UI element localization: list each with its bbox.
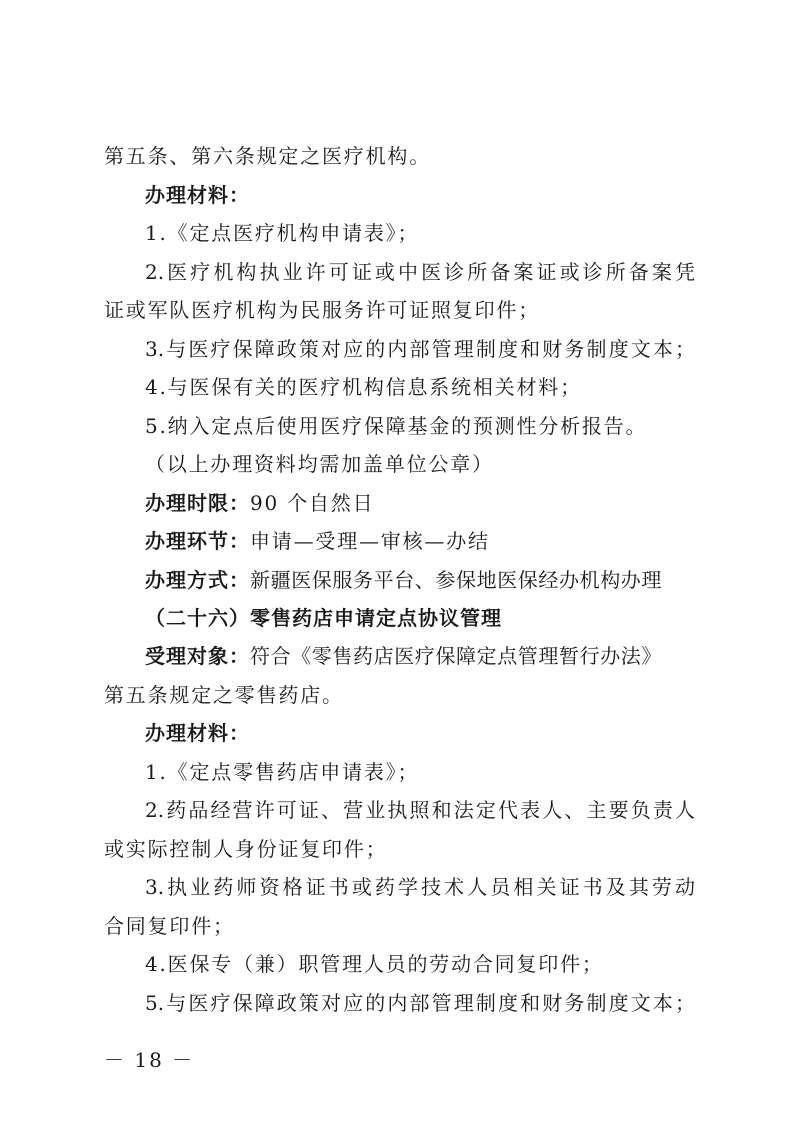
field-label: 受理对象： (145, 644, 250, 668)
section-label-materials: 办理材料： (145, 183, 250, 207)
list-item: 2.药品经营许可证、营业执照和法定代表人、主要负责人 (145, 798, 695, 822)
field-row-time-limit (145, 490, 695, 516)
field-label: 办理方式： (145, 568, 250, 592)
text-line: 合同复印件； (104, 914, 235, 938)
note-line: （以上办理资料均需加盖单位公章） (145, 452, 494, 476)
text-line: 第五条规定之零售药店。 (104, 683, 344, 707)
section-heading: （二十六）零售药店申请定点协议管理 (145, 606, 502, 630)
list-item: 4.与医保有关的医疗机构信息系统相关材料； (145, 375, 582, 399)
field-value: 申请—受理—审核—办结 (250, 529, 490, 553)
field-value: 符合《零售药店医疗保障定点管理暂行办法》 (250, 644, 662, 668)
list-item: 1.《定点医疗机构申请表》； (145, 221, 420, 245)
list-item: 3.执业药师资格证书或药学技术人员相关证书及其劳动 (145, 875, 695, 899)
field-row-method (145, 567, 695, 593)
field-value: 新疆医保服务平台、参保地医保经办机构办理 (250, 568, 662, 592)
field-label: 办理时限： (145, 491, 250, 515)
field-row-steps (145, 528, 695, 554)
list-item: 1.《定点零售药店申请表》； (145, 760, 420, 784)
list-item: 5.纳入定点后使用医疗保障基金的预测性分析报告。 (145, 414, 648, 438)
section-label-materials: 办理材料： (145, 721, 250, 745)
field-value: 90 个自然日 (250, 491, 375, 515)
text-line: 证或军队医疗机构为民服务许可证照复印件； (104, 298, 540, 322)
list-item: 5.与医疗保障政策对应的内部管理制度和财务制度文本； (145, 991, 695, 1015)
text-line: 或实际控制人身份证复印件； (104, 837, 388, 861)
list-item: 4.医保专（兼）职管理人员的劳动合同复印件； (145, 952, 604, 976)
list-item: 3.与医疗保障政策对应的内部管理制度和财务制度文本； (145, 337, 695, 361)
list-item: 2.医疗机构执业许可证或中医诊所备案证或诊所备案凭 (145, 260, 695, 284)
page-number: － 18 － (104, 1048, 195, 1072)
field-row-target (145, 643, 695, 669)
text-line: 第五条、第六条规定之医疗机构。 (104, 144, 431, 168)
field-label: 办理环节： (145, 529, 250, 553)
